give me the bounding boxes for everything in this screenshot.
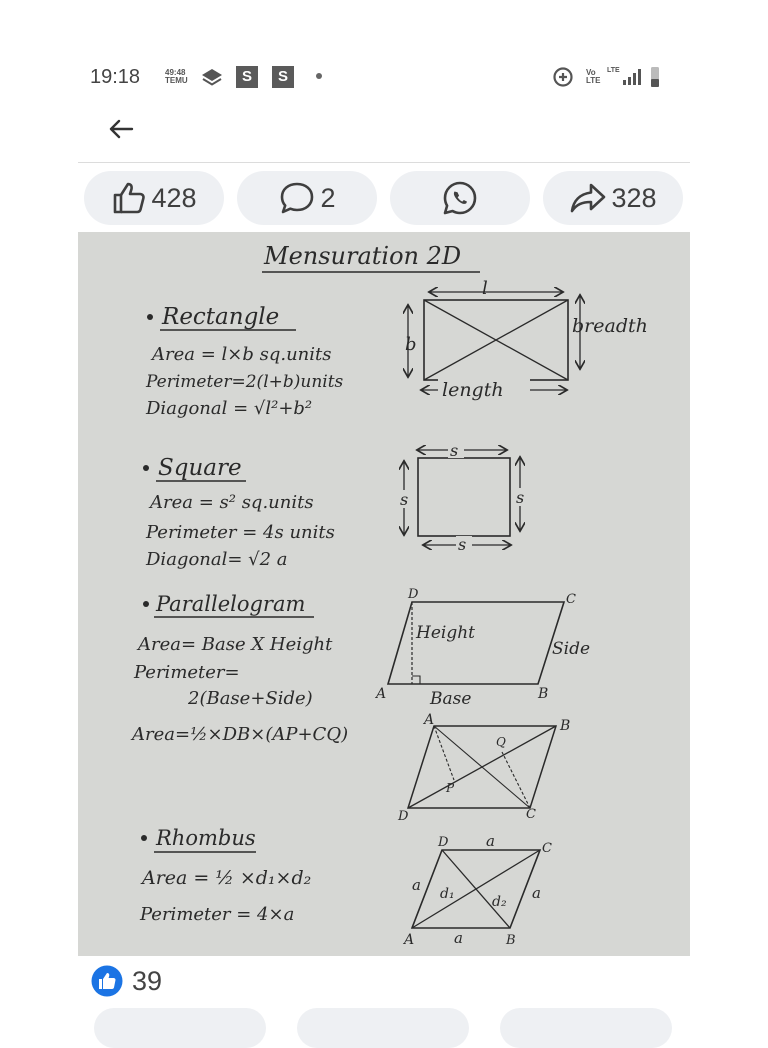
label-s-right: s [516, 488, 525, 507]
bullet [143, 601, 149, 607]
volte-indicator: Vo LTE [586, 68, 601, 85]
label-b: b [405, 334, 417, 355]
label-breadth: breadth [572, 315, 648, 337]
rhombus-label-d1: d₁ [440, 886, 455, 902]
status-time: 19:18 [90, 66, 141, 88]
share-button[interactable] [543, 171, 683, 225]
header-divider [78, 162, 690, 163]
rectangle-heading: Rectangle [162, 304, 280, 330]
parallelogram-perimeter-formula: 2(Base+Side) [188, 688, 313, 709]
label-s-left: s [400, 490, 409, 509]
rhombus-label-a-bottom: a [454, 929, 463, 947]
post-image[interactable] [78, 232, 690, 956]
rhombus-vertex-c: C [542, 841, 552, 856]
bullet [143, 465, 149, 471]
parallelogram-shape [388, 602, 564, 684]
bottom-action-pill[interactable] [297, 1008, 469, 1048]
vertex-d: D [408, 587, 419, 602]
notes-title: Mensuration 2D [264, 242, 462, 270]
vertex-c: C [566, 592, 576, 607]
whatsapp-icon [441, 179, 479, 217]
share-count: 328 [611, 182, 657, 213]
rhombus-heading: Rhombus [156, 826, 256, 850]
parallelogram-heading: Parallelogram [156, 592, 306, 616]
parallelogram-area-2: Area=½×DB×(AP+CQ) [132, 724, 349, 745]
point-q: Q [496, 735, 506, 749]
square-perimeter: Perimeter = 4s units [146, 522, 335, 543]
rectangle-diagonal: Diagonal = √l²+b² [146, 398, 313, 419]
bottom-action-pill[interactable] [94, 1008, 266, 1048]
vertex-a: A [376, 686, 387, 702]
like-count: 428 [151, 182, 197, 213]
point-p: P [446, 781, 455, 795]
rhombus-vertex-a: A [404, 932, 415, 948]
status-bar [0, 60, 768, 96]
label-l: l [482, 278, 488, 299]
rhombus-label-a-right: a [532, 884, 541, 902]
square-diagonal: Diagonal= √2 a [146, 549, 288, 570]
parallelogram-area: Area= Base X Height [138, 634, 333, 655]
status-notification-text: 49:48 TEMU [165, 68, 188, 85]
rhombus-label-d2: d₂ [492, 894, 507, 910]
lte-indicator: LTE [607, 67, 620, 74]
rectangle-diagonals [424, 300, 568, 380]
comment-count: 2 [320, 182, 336, 213]
signal-icon [620, 65, 644, 89]
label-length: length [442, 379, 504, 401]
vertex-b-2: B [560, 718, 571, 734]
battery-icon [648, 65, 662, 89]
label-s-bottom: s [458, 535, 467, 554]
diagonal-ac [434, 726, 530, 808]
vertex-b: B [538, 686, 549, 702]
back-arrow-icon[interactable] [106, 114, 136, 144]
rectangle-area: Area = l×b sq.units [152, 344, 332, 365]
reactions-summary[interactable] [90, 963, 162, 999]
rectangle-perimeter: Perimeter=2(l+b)units [146, 372, 344, 392]
comment-button[interactable] [237, 171, 377, 225]
data-saver-icon [551, 65, 575, 89]
rhombus-vertex-d: D [438, 835, 449, 850]
vertex-d-2: D [398, 809, 409, 824]
like-reaction-icon [90, 964, 124, 998]
square-heading: Square [158, 455, 242, 481]
rhombus-diagonals [412, 850, 540, 928]
mensuration-notes-drawing [78, 232, 690, 956]
thumbs-up-icon [111, 180, 147, 216]
app-notification-icon: S [236, 66, 258, 88]
label-s-top: s [450, 441, 459, 460]
rhombus-vertex-b: B [506, 933, 516, 948]
bullet [147, 314, 153, 320]
reaction-count: 39 [132, 965, 163, 996]
rhombus-label-a-left: a [412, 876, 421, 894]
bottom-action-pill[interactable] [500, 1008, 672, 1048]
label-side: Side [552, 639, 591, 659]
more-notifications-dot [316, 73, 322, 79]
square-area: Area = s² sq.units [150, 492, 314, 513]
rhombus-perimeter: Perimeter = 4×a [140, 904, 295, 925]
vertex-c-2: C [526, 807, 536, 822]
vertex-a-2: A [424, 712, 435, 728]
layers-icon [200, 65, 224, 89]
parallelogram-perimeter-label: Perimeter= [134, 662, 240, 683]
rhombus-label-a-top: a [486, 832, 495, 850]
square-shape [418, 458, 510, 536]
label-base: Base [430, 689, 472, 709]
comment-icon [278, 180, 316, 216]
like-button[interactable] [84, 171, 224, 225]
rhombus-area: Area = ½ ×d₁×d₂ [142, 867, 312, 889]
app-notification-icon: S [272, 66, 294, 88]
bullet [141, 835, 147, 841]
whatsapp-share-button[interactable] [390, 171, 530, 225]
label-height: Height [416, 623, 475, 643]
right-angle-mark [412, 676, 420, 684]
share-arrow-icon [569, 180, 607, 216]
